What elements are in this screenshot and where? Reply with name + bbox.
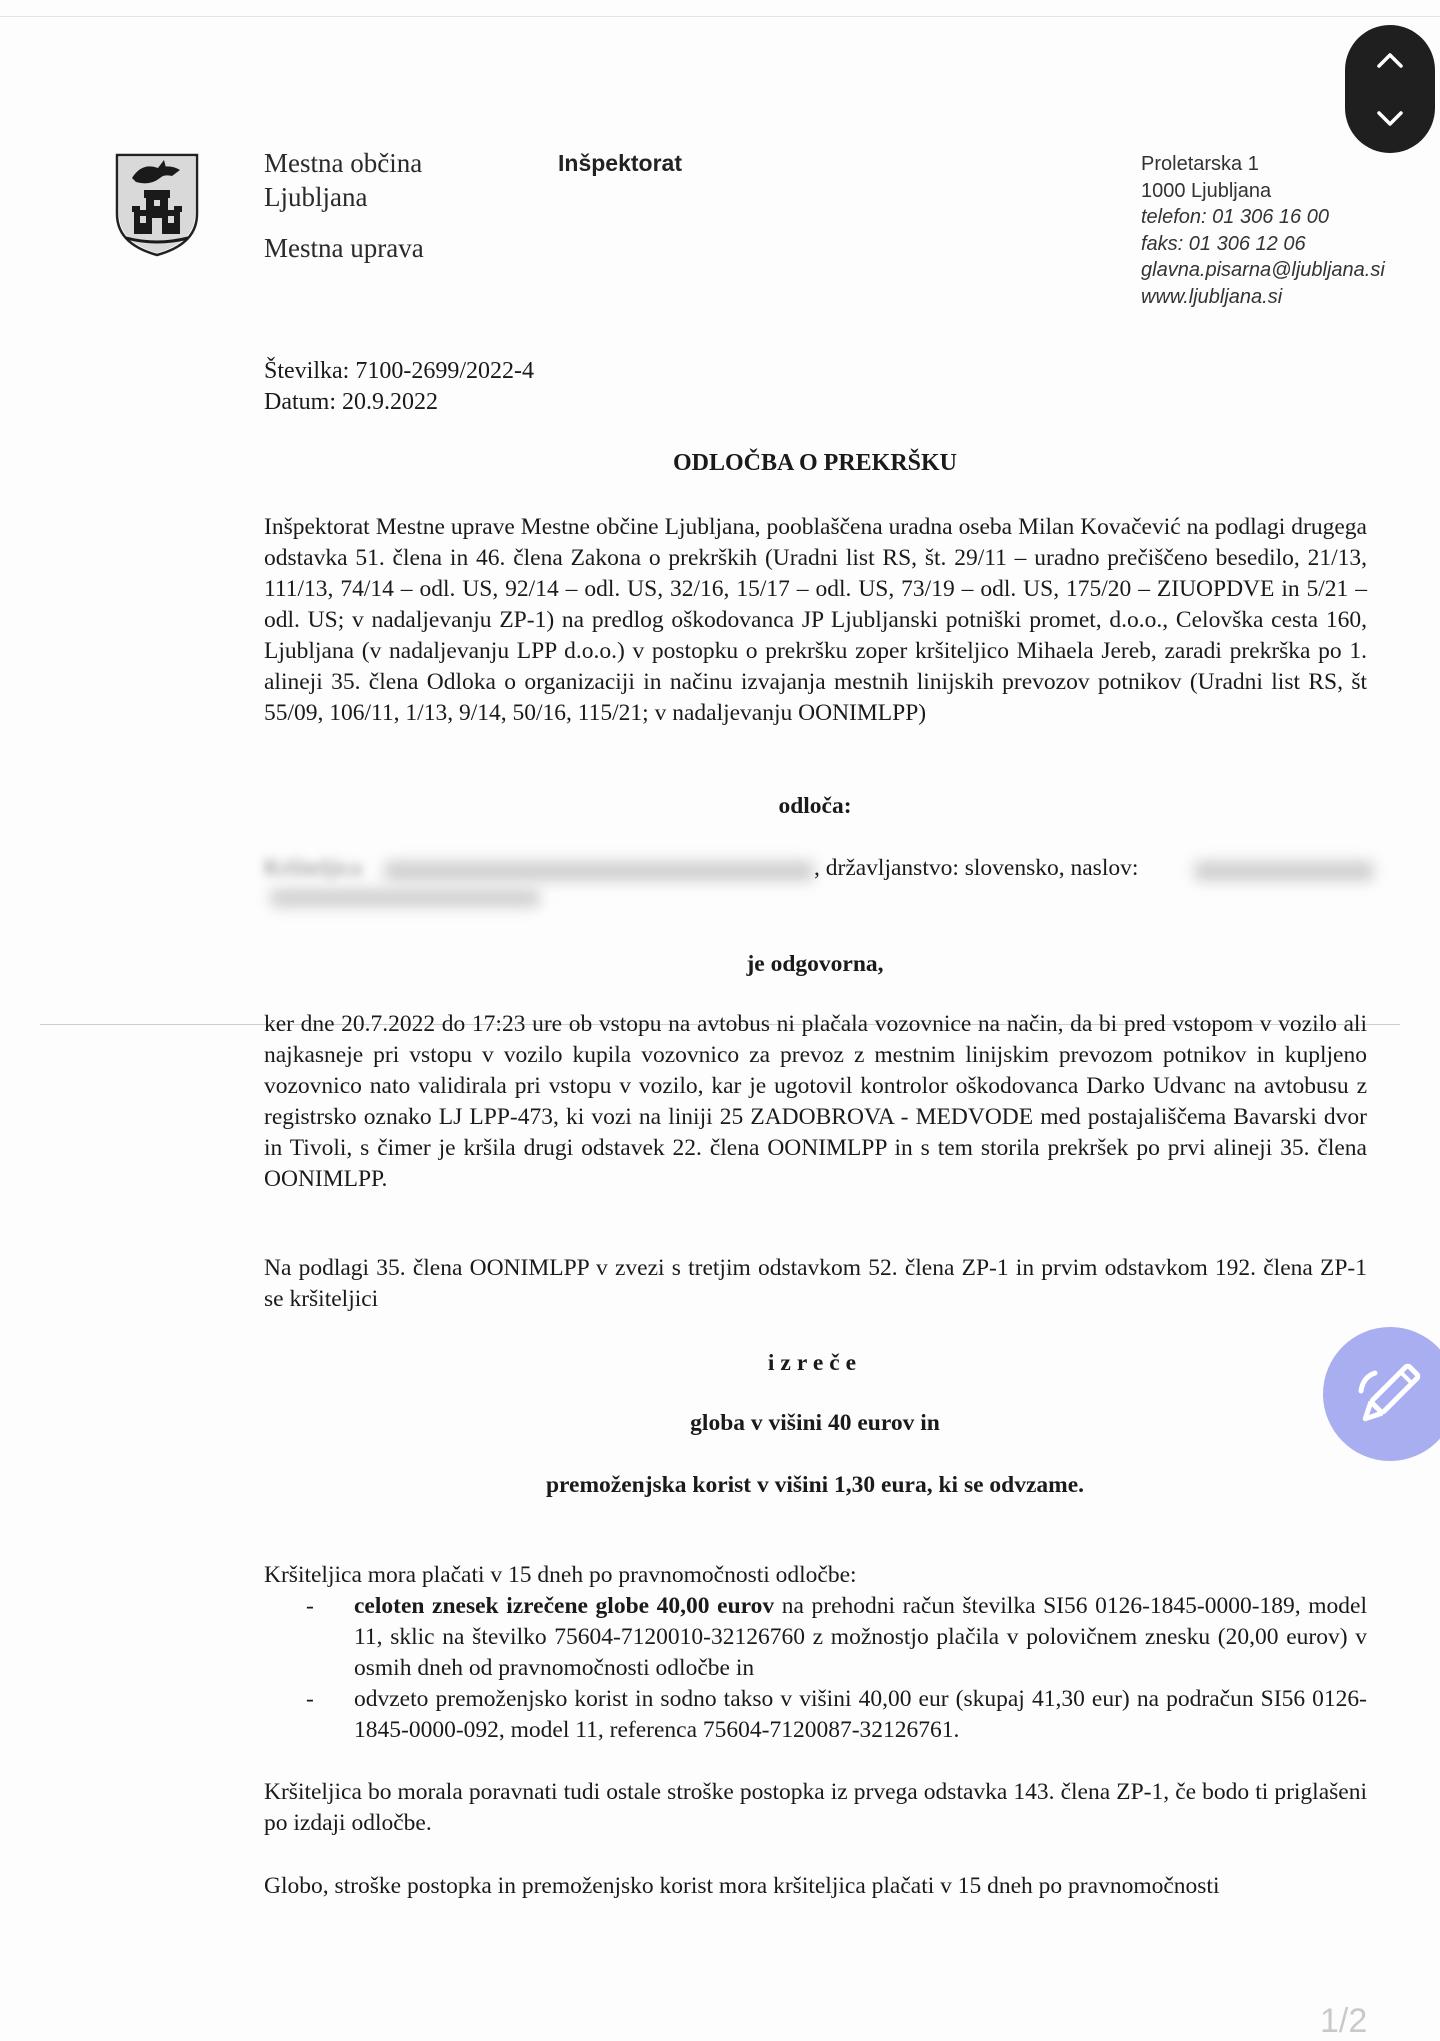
- page-scroll-control: [1345, 25, 1435, 153]
- payment-item-fine-text: na prehodni račun številka SI56 0126-1845-0000-189, model 11, sklic na številko 75604-7120010-32126760 z možnostjo plačila v polovičnem znesku (20,00 eurov) v osmih dneh od pravnomočnosti odločbe in: [354, 1593, 1367, 1681]
- fine-statement: globa v višini 40 eurov in: [690, 1410, 940, 1436]
- payment-item-benefit: [264, 1684, 1367, 1746]
- document-title: ODLOČBA O PREKRŠKU: [672, 450, 958, 476]
- document-number: Številka: 7100-2699/2022-4: [264, 358, 534, 384]
- payment-list: [264, 1591, 1367, 1746]
- address-email: glavna.pisarna@ljubljana.si: [1141, 259, 1385, 281]
- organization-name: [264, 146, 424, 265]
- ljubljana-coat-of-arms-logo: [114, 152, 200, 258]
- payment-item-benefit-text: odvzeto premoženjsko korist in sodno takso v višini 40,00 eur (skupaj 41,30 eur) na podračun SI56 0126-1845-0000-092, model 11, referenca 75604-7120087-32126761.: [354, 1686, 1367, 1743]
- section-odgovorna: je odgovorna,: [746, 951, 884, 977]
- costs-paragraph: Kršiteljica bo morala poravnati tudi ostale stroške postopka iz prvega odstavka 143. člena ZP-1, če bodo ti priglašeni po izdaji odločbe.: [264, 1779, 1367, 1836]
- address-fax: faks: 01 306 12 06: [1141, 232, 1306, 255]
- legal-basis-paragraph: Na podlagi 35. člena OONIMLPP v zvezi s tretjim odstavkom 52. člena ZP-1 in prvim odstavkom 192. člena ZP-1 se kršiteljici: [264, 1255, 1367, 1312]
- payment-intro: Kršiteljica mora plačati v 15 dneh po pravnomočnosti odločbe:: [264, 1562, 857, 1588]
- document-meta: [264, 356, 534, 418]
- scroll-down-button[interactable]: [1360, 93, 1420, 143]
- org-line-2: Ljubljana: [264, 182, 368, 212]
- redacted-personal-data: [384, 861, 814, 881]
- closing-paragraph: Globo, stroške postopka in premoženjsko korist mora kršiteljica plačati v 15 dneh po pravnomočnosti: [264, 1873, 1220, 1899]
- address-city: 1000 Ljubljana: [1141, 179, 1272, 202]
- address-block: [1141, 151, 1385, 310]
- section-izrece: izreče: [767, 1350, 863, 1376]
- top-divider: [0, 16, 1440, 17]
- org-line-1: Mestna občina: [264, 148, 423, 178]
- address-street: Proletarska 1: [1141, 153, 1259, 175]
- intro-paragraph: Inšpektorat Mestne uprave Mestne občine Ljubljana, pooblaščena uradna oseba Milan Kovačević na podlagi drugega odstavka 51. člena in 46. člena Zakona o prekrških (Uradni list RS, št. 29/11 – uradno prečiščeno besedilo, 21/13, 111/13, 74/14 – odl. US, 92/14 – odl. US, 32/16, 15/17 – odl. US, 73/19 – odl. US, 175/20 – ZIUOPDVE in 5/21 – odl. US; v nadaljevanju ZP-1) na predlog oškodovanca JP Ljubljanski potniški promet, d.o.o., Celovška cesta 160, Ljubljana (v nadaljevanju LPP d.o.o.) v postopku o prekršku zoper kršiteljico Mihaela Jereb, zaradi prekrška po 1. alineji 35. člena Odloka o organizaciji in načinu izvajanja mestnih linijskih prevozov potnikov (Uradni list RS, št 55/09, 106/11, 1/13, 9/14, 50/16, 115/21; v nadaljevanju OONIMLPP): [264, 514, 1367, 726]
- bullet-dash: -: [306, 1593, 314, 1619]
- offender-citizenship: , državljanstvo: slovensko, naslov:: [814, 855, 1139, 881]
- offender-label: Kršiteljica: [264, 855, 362, 881]
- edit-annotate-button[interactable]: [1323, 1327, 1440, 1461]
- chevron-down-icon: [1360, 93, 1420, 143]
- offender-line: [264, 853, 1374, 909]
- org-line-3: Mestna uprava: [264, 233, 424, 263]
- document-date: Datum: 20.9.2022: [264, 389, 438, 415]
- section-odloca: odloča:: [778, 793, 852, 819]
- payment-item-fine: [264, 1591, 1367, 1684]
- scroll-up-button[interactable]: [1360, 35, 1420, 85]
- pencil-icon: [1323, 1327, 1440, 1461]
- property-benefit-statement: premoženjska korist v višini 1,30 eura, ki se odvzame.: [545, 1472, 1085, 1498]
- redacted-address-end: [270, 889, 540, 907]
- chevron-up-icon: [1360, 35, 1420, 85]
- address-website: www.ljubljana.si: [1141, 285, 1283, 308]
- address-phone: telefon: 01 306 16 00: [1141, 206, 1329, 228]
- department-name: Inšpektorat: [558, 150, 682, 176]
- reason-paragraph: ker dne 20.7.2022 do 17:23 ure ob vstopu na avtobus ni plačala vozovnice na način, da bi pred vstopom v vozilo ali najkasneje pri vstopu v vozilo kupila vozovnico za prevoz z mestnim linijskim prevozom potnikov in kupljeno vozovnico nato validirala pri vstopu v vozilo, kar je ugotovil kontrolor oškodovanca Darko Udvanc na avtobusu z registrsko oznako LJ LPP-473, ki vozi na liniji 25 ZADOBROVA - MEDVODE med postajališčema Bavarski dvor in Tivoli, s čimer je kršila drugi odstavek 22. člena OONIMLPP in s tem storila prekršek po prvi alineji 35. člena OONIMLPP.: [264, 1011, 1367, 1192]
- bullet-dash: -: [306, 1686, 314, 1712]
- payment-item-fine-bold: celoten znesek izrečene globe 40,00 eurov: [354, 1593, 775, 1619]
- page-indicator: 1/2: [1320, 2002, 1368, 2040]
- redacted-address-start: [1194, 861, 1374, 881]
